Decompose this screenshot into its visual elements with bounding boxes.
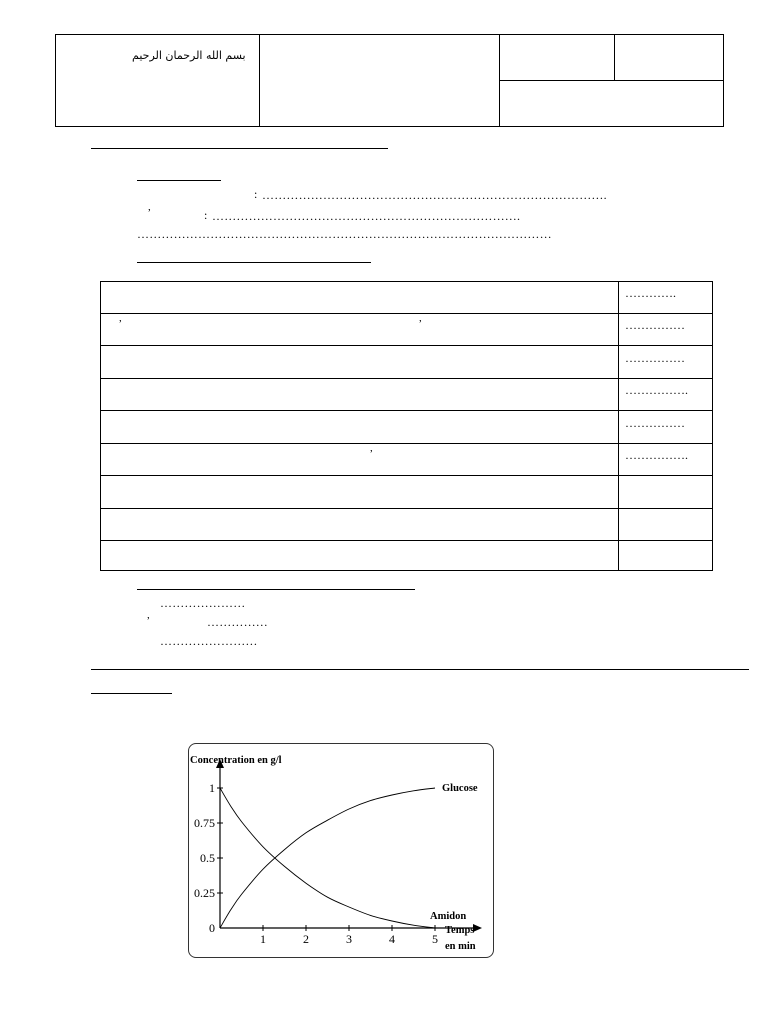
colon: : — [204, 208, 208, 222]
header-divider — [499, 80, 723, 81]
basmala: بسم الله الرحمان الرحيم — [132, 49, 246, 62]
series-label-amidon: Amidon — [430, 911, 467, 922]
y-tick-label: 0.75 — [194, 816, 215, 830]
y-tick-label: 0.25 — [194, 886, 215, 900]
x-axis-label: en min — [445, 941, 476, 952]
header-divider — [614, 35, 615, 80]
section-separator — [91, 669, 749, 670]
x-tick-label: 1 — [260, 932, 266, 946]
x-tick-label: 5 — [432, 932, 438, 946]
table-cell-answer: …………. — [625, 286, 676, 300]
table-row-divider — [101, 475, 712, 476]
subtitle-underline — [137, 180, 221, 181]
comma-mark: , — [147, 609, 150, 621]
table-row-divider — [101, 378, 712, 379]
chart-labels — [190, 755, 478, 952]
comma-mark: , — [419, 312, 422, 324]
table-cell-answer: …………… — [625, 416, 685, 430]
answer-table — [100, 281, 713, 571]
y-tick-label: 0 — [209, 921, 215, 935]
series-glucose-line — [220, 788, 435, 928]
table-row-divider — [101, 313, 712, 314]
answer-dots: …………… — [207, 615, 268, 629]
subtitle-underline — [137, 262, 371, 263]
table-row-divider — [101, 540, 712, 541]
comma-mark: , — [148, 201, 151, 213]
y-axis-label: Concentration en g/l — [190, 755, 282, 766]
answer-dots: …………………………………………………………………………. — [262, 188, 607, 202]
table-row-divider — [101, 443, 712, 444]
answer-dots: …………………………………………………………………. — [212, 209, 521, 223]
table-row-divider — [101, 508, 712, 509]
comma-mark: , — [370, 442, 373, 454]
header-divider — [259, 35, 260, 126]
series-amidon-line — [220, 788, 435, 928]
table-cell-answer: …………… — [625, 318, 685, 332]
subtitle-underline — [137, 589, 415, 590]
x-tick-label: 3 — [346, 932, 352, 946]
table-cell-answer: ……………. — [625, 383, 688, 397]
table-row-divider — [101, 410, 712, 411]
header-box — [55, 34, 724, 127]
concentration-chart — [188, 743, 494, 958]
y-tick-label: 0.5 — [200, 851, 215, 865]
table-row-divider — [101, 345, 712, 346]
chart-series — [220, 788, 435, 928]
exercise-title-underline — [91, 693, 172, 694]
x-tick-label: 2 — [303, 932, 309, 946]
x-tick-label: 4 — [389, 932, 395, 946]
comma-mark: , — [119, 312, 122, 324]
table-cell-answer: …………… — [625, 351, 685, 365]
answer-dots: ………………… — [160, 596, 246, 610]
y-tick-label: 1 — [209, 781, 215, 795]
table-cell-answer: ……………. — [625, 448, 688, 462]
colon: : — [254, 187, 258, 201]
section-title-underline — [91, 148, 388, 149]
answer-dots: …………………… — [160, 634, 258, 648]
answer-dots: ………………………………………………………………………………………… — [137, 227, 552, 241]
series-label-glucose: Glucose — [442, 783, 478, 794]
table-column-divider — [618, 282, 619, 570]
x-axis-label: Temps — [445, 925, 475, 936]
